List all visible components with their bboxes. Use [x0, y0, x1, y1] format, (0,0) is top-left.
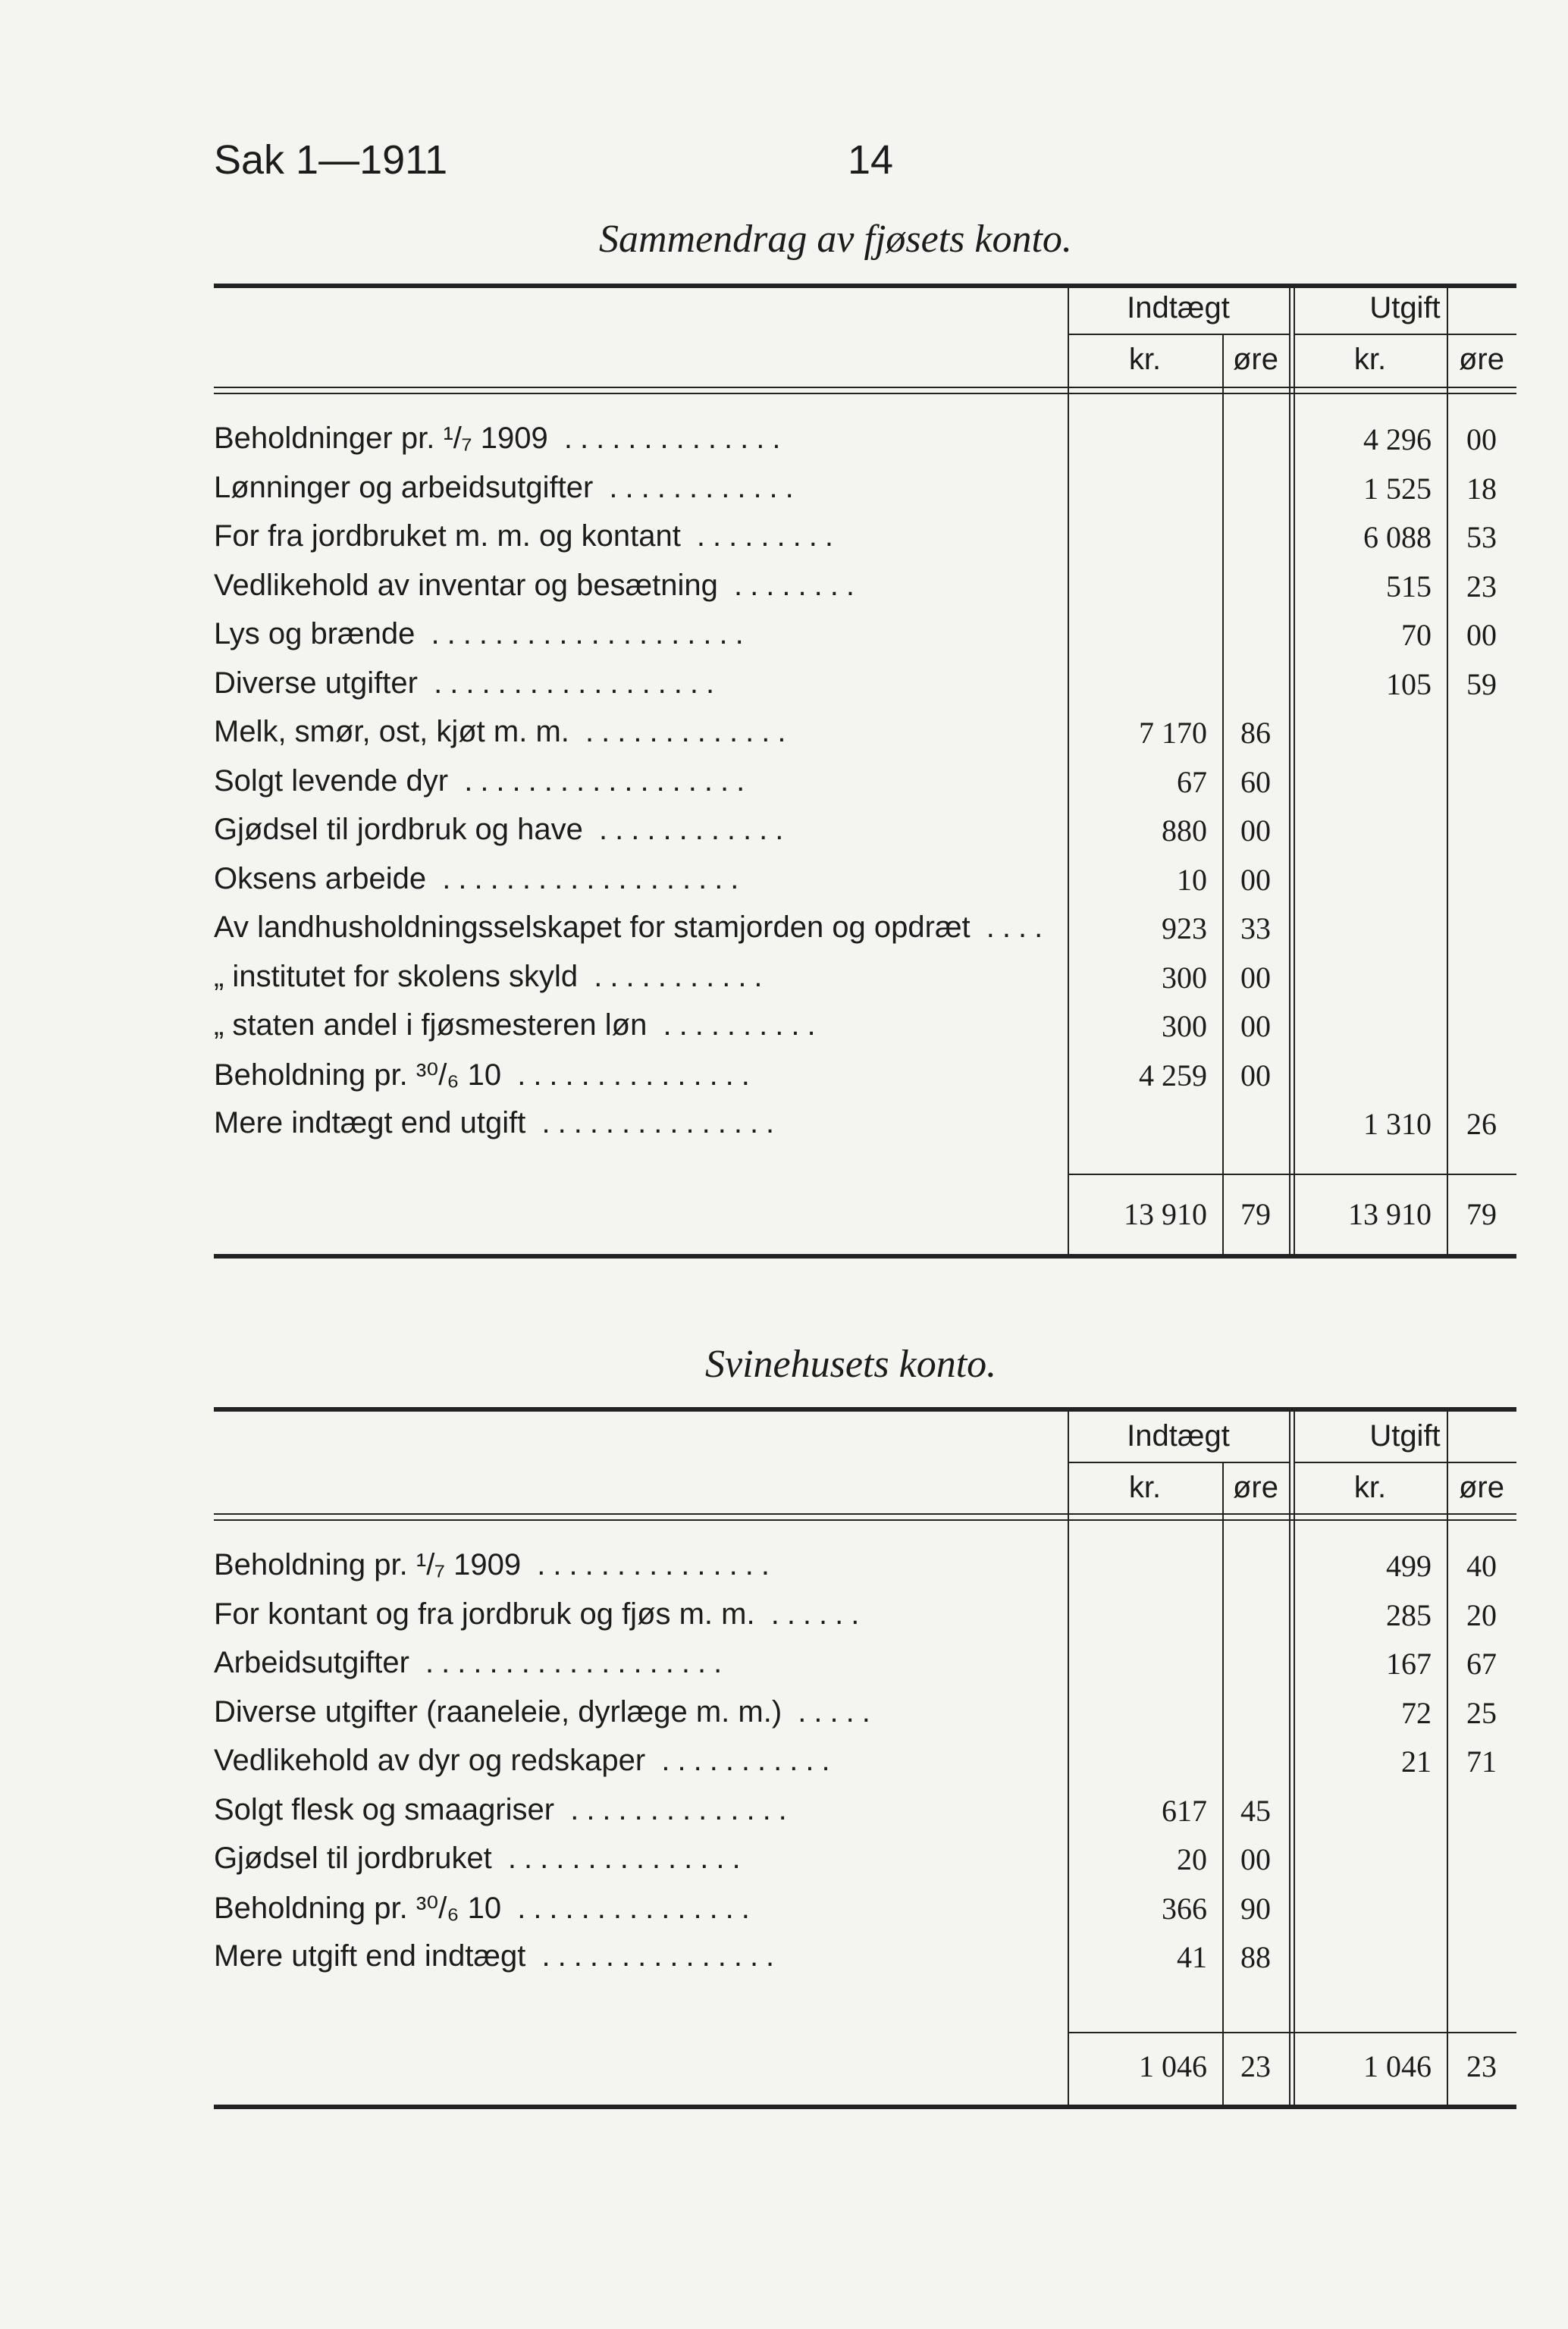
cell-out-ore: 26 — [1466, 1107, 1497, 1141]
column-divider — [1289, 1412, 1290, 2105]
row-label-text: Beholdninger pr. ¹/₇ 1909 — [214, 422, 548, 455]
cell-out-kr: 1 310 — [1363, 1107, 1432, 1141]
row-label — [214, 1793, 1052, 1827]
row-label — [214, 715, 1052, 749]
cell-out-kr: 72 — [1401, 1695, 1432, 1730]
cell-out-kr: 70 — [1401, 618, 1432, 652]
row-label-text: Beholdning pr. ³⁰/₆ 10 — [214, 1891, 502, 1925]
subheader-ore: øre — [1233, 1471, 1278, 1504]
cell-out-ore: 00 — [1466, 422, 1497, 456]
row-label-text: Arbeidsutgifter — [214, 1646, 409, 1679]
cell-in-kr: 20 — [1177, 1842, 1207, 1876]
table-title: Sammendrag av fjøsets konto. — [599, 218, 1072, 261]
row-label — [214, 764, 1052, 798]
page-header-left: Sak 1—1911 — [214, 137, 448, 183]
top-rule — [214, 284, 1516, 288]
row-label-text: Vedlikehold av inventar og besætning — [214, 568, 718, 602]
column-divider — [1068, 1412, 1069, 2105]
cell-in-ore: 00 — [1240, 813, 1271, 848]
row-label — [214, 617, 1052, 651]
subheader-kr: kr. — [1128, 343, 1162, 376]
cell-in-kr: 300 — [1162, 960, 1207, 995]
total-rule — [1068, 2032, 1516, 2033]
total-out-ore: 23 — [1466, 2049, 1497, 2083]
leader-dots: .................... — [415, 617, 751, 650]
cell-in-kr: 300 — [1162, 1009, 1207, 1043]
row-label — [214, 911, 1052, 945]
cell-in-ore: 60 — [1240, 764, 1271, 799]
cell-in-ore: 00 — [1240, 960, 1271, 995]
leader-dots: ................... — [409, 1646, 730, 1679]
header-rule — [214, 1513, 1516, 1515]
total-in-ore: 23 — [1240, 2049, 1271, 2083]
row-label — [214, 862, 1052, 896]
leader-dots: .... — [970, 911, 1051, 944]
cell-in-kr: 10 — [1177, 862, 1207, 897]
row-label-text: „ staten andel i fjøsmesteren løn — [214, 1008, 648, 1042]
header-utgift: Utgift — [1369, 291, 1441, 324]
row-label — [214, 1939, 1052, 1973]
row-label — [214, 471, 1052, 505]
cell-out-kr: 1 525 — [1363, 471, 1432, 506]
cell-out-kr: 285 — [1386, 1597, 1432, 1632]
leader-dots: ..... — [782, 1694, 878, 1729]
cell-in-ore: 00 — [1240, 1842, 1271, 1876]
row-label-text: Av landhusholdningsselskapet for stamjorden og opdræt — [214, 911, 971, 944]
header-indtaegt: Indtægt — [1127, 291, 1230, 324]
cell-out-ore: 25 — [1466, 1695, 1497, 1730]
cell-in-kr: 67 — [1177, 764, 1207, 799]
leader-dots: ............... — [525, 1106, 782, 1139]
leader-dots: ............ — [582, 813, 792, 846]
row-label — [214, 569, 1052, 603]
leader-dots: ............ — [593, 470, 801, 504]
cell-in-kr: 4 259 — [1139, 1058, 1207, 1092]
leader-dots: .......... — [647, 1008, 823, 1042]
total-out-kr: 1 046 — [1363, 2049, 1432, 2083]
row-label — [214, 1106, 1052, 1140]
row-label — [214, 519, 1052, 553]
row-label-text: Beholdning pr. ¹/₇ 1909 — [214, 1548, 522, 1581]
subheader-rule — [1068, 334, 1289, 335]
cell-in-ore: 88 — [1240, 1940, 1271, 1974]
cell-out-ore: 00 — [1466, 618, 1497, 652]
subheader-ore: øre — [1459, 1471, 1504, 1504]
cell-out-kr: 105 — [1386, 666, 1432, 701]
top-rule — [214, 1407, 1516, 1412]
subheader-kr: kr. — [1353, 1471, 1387, 1504]
subheader-ore: øre — [1459, 343, 1504, 376]
cell-in-ore: 45 — [1240, 1793, 1271, 1828]
cell-out-ore: 23 — [1466, 569, 1497, 603]
cell-out-kr: 515 — [1386, 569, 1432, 603]
cell-out-ore: 18 — [1466, 471, 1497, 506]
subheader-rule — [1294, 334, 1516, 335]
header-rule — [214, 387, 1516, 388]
row-label-text: Lys og brænde — [214, 617, 416, 650]
cell-out-kr: 499 — [1386, 1549, 1432, 1583]
cell-in-ore: 00 — [1240, 1058, 1271, 1092]
leader-dots: ......... — [680, 519, 841, 553]
row-label — [214, 1058, 1052, 1092]
row-label-text: Solgt flesk og smaagriser — [214, 1792, 555, 1826]
row-label-text: Gjødsel til jordbruket — [214, 1842, 492, 1875]
cell-in-ore: 00 — [1240, 862, 1271, 897]
row-label-text: Oksens arbeide — [214, 861, 427, 895]
row-label — [214, 1548, 1052, 1582]
leader-dots: ................... — [426, 861, 747, 895]
column-divider — [1222, 1462, 1224, 2105]
leader-dots: .................. — [448, 763, 753, 798]
leader-dots: ............... — [525, 1939, 782, 1973]
header-rule — [214, 1519, 1516, 1521]
cell-out-kr: 167 — [1386, 1647, 1432, 1681]
row-label-text: Diverse utgifter — [214, 666, 418, 700]
leader-dots: ...... — [754, 1597, 867, 1631]
cell-out-ore: 59 — [1466, 666, 1497, 701]
cell-in-ore: 00 — [1240, 1009, 1271, 1043]
row-label-text: Gjødsel til jordbruk og have — [214, 813, 583, 846]
row-label-text: Beholdning pr. ³⁰/₆ 10 — [214, 1058, 502, 1092]
subheader-kr: kr. — [1353, 343, 1387, 376]
cell-out-kr: 6 088 — [1363, 520, 1432, 554]
row-label — [214, 1891, 1052, 1926]
row-label-text: Solgt levende dyr — [214, 763, 449, 798]
row-label — [214, 666, 1052, 701]
column-divider — [1289, 288, 1290, 1254]
row-label — [214, 1842, 1052, 1876]
cell-out-ore: 53 — [1466, 520, 1497, 554]
total-in-kr: 13 910 — [1124, 1197, 1207, 1231]
row-label — [214, 422, 1052, 456]
cell-in-ore: 90 — [1240, 1891, 1271, 1926]
row-label-text: For fra jordbruket m. m. og kontant — [214, 519, 681, 553]
cell-in-kr: 617 — [1162, 1793, 1207, 1828]
subheader-kr: kr. — [1128, 1471, 1162, 1504]
cell-out-ore: 67 — [1466, 1647, 1497, 1681]
row-label-text: „ institutet for skolens skyld — [214, 959, 579, 993]
cell-in-kr: 366 — [1162, 1891, 1207, 1926]
leader-dots: ............. — [569, 715, 794, 748]
row-label-text: Vedlikehold av dyr og redskaper — [214, 1744, 646, 1777]
row-label-text: For kontant og fra jordbruk og fjøs m. m. — [214, 1597, 755, 1631]
row-label-text: Melk, smør, ost, kjøt m. m. — [214, 715, 569, 748]
table-title: Svinehusets konto. — [705, 1343, 997, 1386]
row-label — [214, 1008, 1052, 1042]
total-in-kr: 1 046 — [1139, 2049, 1207, 2083]
total-in-ore: 79 — [1240, 1197, 1271, 1231]
row-label — [214, 1646, 1052, 1680]
bottom-rule — [214, 1254, 1516, 1259]
leader-dots: ............... — [501, 1058, 757, 1092]
cell-in-kr: 7 170 — [1139, 716, 1207, 750]
cell-in-ore: 33 — [1240, 911, 1271, 945]
subheader-rule — [1294, 1462, 1516, 1463]
cell-in-ore: 86 — [1240, 716, 1271, 750]
row-label-text: Mere utgift end indtægt — [214, 1939, 526, 1973]
leader-dots: .................. — [417, 666, 723, 700]
leader-dots: ........ — [717, 568, 862, 602]
cell-in-kr: 923 — [1162, 911, 1207, 945]
cell-out-kr: 4 296 — [1363, 422, 1432, 456]
leader-dots: ............... — [521, 1548, 777, 1581]
row-label — [214, 960, 1052, 994]
leader-dots: ........... — [578, 959, 770, 993]
header-utgift: Utgift — [1369, 1419, 1441, 1453]
row-label — [214, 1744, 1052, 1778]
header-indtaegt: Indtægt — [1127, 1419, 1230, 1453]
total-out-kr: 13 910 — [1348, 1197, 1432, 1231]
row-label — [214, 1695, 1052, 1729]
cell-in-kr: 880 — [1162, 813, 1207, 848]
row-label — [214, 813, 1052, 847]
leader-dots: ............... — [491, 1842, 748, 1875]
cell-out-kr: 21 — [1401, 1744, 1432, 1779]
leader-dots: .............. — [547, 422, 789, 455]
cell-out-ore: 20 — [1466, 1597, 1497, 1632]
total-rule — [1068, 1174, 1516, 1175]
row-label-text: Diverse utgifter (raaneleie, dyrlæge m. m.) — [214, 1694, 782, 1729]
total-out-ore: 79 — [1466, 1197, 1497, 1231]
row-label-text: Mere indtægt end utgift — [214, 1106, 526, 1139]
leader-dots: ............... — [501, 1891, 757, 1925]
row-label — [214, 1597, 1052, 1632]
leader-dots: ........... — [645, 1744, 838, 1777]
cell-out-ore: 40 — [1466, 1549, 1497, 1583]
leader-dots: .............. — [554, 1792, 795, 1826]
cell-in-kr: 41 — [1177, 1940, 1207, 1974]
header-rule — [214, 393, 1516, 394]
page-number: 14 — [848, 137, 894, 183]
row-label-text: Lønninger og arbeidsutgifter — [214, 470, 594, 504]
cell-out-ore: 71 — [1466, 1744, 1497, 1779]
bottom-rule — [214, 2105, 1516, 2109]
subheader-ore: øre — [1233, 343, 1278, 376]
subheader-rule — [1068, 1462, 1289, 1463]
